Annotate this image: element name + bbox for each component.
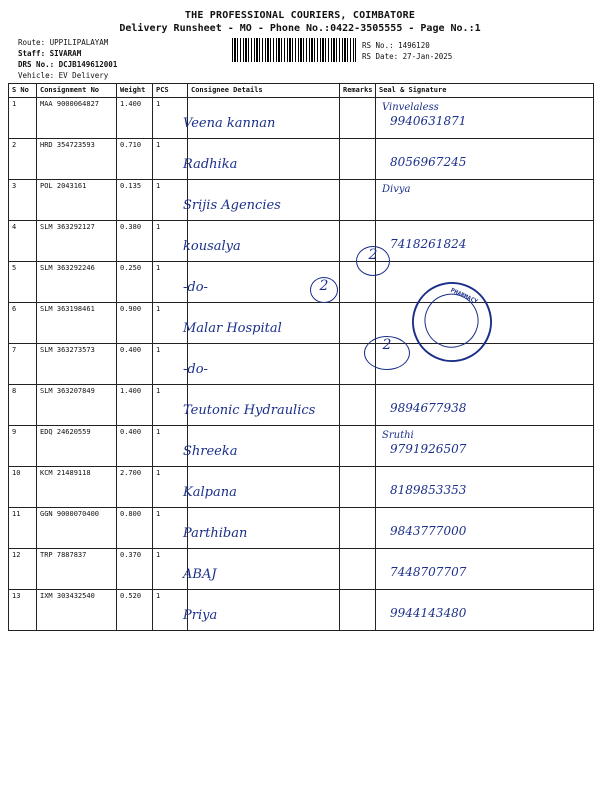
table-row (9, 590, 594, 631)
consignee-handwriting: Priya (183, 608, 218, 623)
column-header: PCS (153, 84, 188, 98)
remarks-cell (340, 385, 376, 426)
consignee-cell (183, 426, 340, 467)
column-header: Seal & Signature (376, 84, 594, 98)
consignee-cell (183, 590, 340, 631)
consignment-no-cell: SLM 363292246 (37, 262, 117, 303)
sno-cell: 9 (9, 426, 37, 467)
signature-cell (376, 549, 594, 590)
weight-cell: 0.710 (117, 139, 153, 180)
pcs-cell: 1 (153, 385, 188, 426)
sno-cell: 4 (9, 221, 37, 262)
circle-mark: 2 (364, 336, 410, 370)
sno-cell: 2 (9, 139, 37, 180)
consignment-no-cell: POL 2043161 (37, 180, 117, 221)
signature-cell (376, 385, 594, 426)
consignee-handwriting: Srijis Agencies (183, 198, 281, 213)
table-row (9, 467, 594, 508)
meta-left (18, 37, 117, 81)
weight-cell: 0.370 (117, 549, 153, 590)
rs-no-text: RS No.: 1496120 (362, 41, 430, 50)
table-body (9, 98, 594, 631)
circle-mark: 2 (356, 246, 390, 276)
sno-cell: 6 (9, 303, 37, 344)
weight-cell: 0.380 (117, 221, 153, 262)
consignment-no-cell: GGN 9000070400 (37, 508, 117, 549)
signature-phone: 7418261824 (390, 237, 467, 251)
pcs-cell: 1 (153, 508, 188, 549)
signature-phone: 7448707707 (390, 565, 467, 579)
table-row (9, 549, 594, 590)
signature-name: Vinvelaless (382, 102, 439, 113)
signature-phone: 8056967245 (390, 155, 467, 169)
sno-cell: 5 (9, 262, 37, 303)
signature-name: Sruthi (382, 430, 414, 441)
remarks-cell (340, 180, 376, 221)
remarks-cell (340, 467, 376, 508)
signature-phone: 9791926507 (390, 442, 467, 456)
consignee-cell (183, 180, 340, 221)
pcs-cell: 1 (153, 139, 188, 180)
remarks-cell (340, 426, 376, 467)
consignee-handwriting: Veena kannan (183, 116, 276, 131)
consignee-cell (183, 221, 340, 262)
weight-cell: 1.400 (117, 98, 153, 139)
column-header: S No (9, 84, 37, 98)
consignment-no-cell: KCM 21489118 (37, 467, 117, 508)
weight-cell: 0.520 (117, 590, 153, 631)
runsheet-table (8, 83, 594, 631)
staff-text: Staff: SIVARAM (18, 49, 82, 58)
pcs-cell: 1 (153, 590, 188, 631)
pcs-cell: 1 (153, 98, 188, 139)
sno-cell: 12 (9, 549, 37, 590)
table-row (9, 426, 594, 467)
column-header: Remarks (340, 84, 376, 98)
signature-cell (376, 262, 594, 303)
consignment-no-cell: TRP 7887837 (37, 549, 117, 590)
sno-cell: 1 (9, 98, 37, 139)
stamp-text: PHARMACY (449, 286, 479, 306)
table-row (9, 221, 594, 262)
consignee-handwriting: -do- (183, 362, 208, 377)
circle-mark: 2 (310, 277, 338, 303)
consignment-no-cell: SLM 363273573 (37, 344, 117, 385)
consignment-no-cell: MAA 9000064827 (37, 98, 117, 139)
route-text: Route: UPPILIPALAYAM (18, 38, 109, 47)
consignee-cell (183, 508, 340, 549)
table-row (9, 98, 594, 139)
remarks-cell (340, 303, 376, 344)
column-header: Weight (117, 84, 153, 98)
consignment-no-cell: SLM 363292127 (37, 221, 117, 262)
sno-cell: 7 (9, 344, 37, 385)
consignment-no-cell: SLM 363207849 (37, 385, 117, 426)
sno-cell: 13 (9, 590, 37, 631)
signature-cell (376, 221, 594, 262)
consignee-cell (183, 98, 340, 139)
signature-phone: 9944143480 (390, 606, 467, 620)
signature-name: Divya (382, 184, 411, 195)
weight-cell: 0.900 (117, 303, 153, 344)
weight-cell: 0.400 (117, 344, 153, 385)
remarks-cell (340, 139, 376, 180)
table-row (9, 303, 594, 344)
stamp-inner-ring (416, 285, 488, 357)
pcs-cell: 1 (153, 180, 188, 221)
signature-phone: 8189853353 (390, 483, 467, 497)
consignee-handwriting: Parthiban (183, 526, 248, 541)
table-row (9, 139, 594, 180)
weight-cell: 2.700 (117, 467, 153, 508)
barcode (232, 38, 356, 62)
consignment-no-cell: EDQ 24620559 (37, 426, 117, 467)
signature-cell (376, 467, 594, 508)
page-subtitle: Delivery Runsheet - MO - Phone No.:0422-3505555 - Page No.:1 (119, 23, 481, 34)
consignee-cell (183, 344, 340, 385)
consignee-handwriting: kousalya (183, 239, 241, 254)
consignee-handwriting: Malar Hospital (183, 321, 282, 336)
table-row (9, 385, 594, 426)
consignee-handwriting: Shreeka (183, 444, 238, 459)
consignee-cell (183, 303, 340, 344)
sno-cell: 8 (9, 385, 37, 426)
consignee-handwriting: Teutonic Hydraulics (183, 403, 316, 418)
signature-cell (376, 180, 594, 221)
sno-cell: 10 (9, 467, 37, 508)
consignee-handwriting: Radhika (183, 157, 238, 172)
weight-cell: 0.800 (117, 508, 153, 549)
consignment-no-cell: HRD 354723593 (37, 139, 117, 180)
sno-cell: 3 (9, 180, 37, 221)
sno-cell: 11 (9, 508, 37, 549)
table-row (9, 508, 594, 549)
remarks-cell (340, 590, 376, 631)
weight-cell: 0.400 (117, 426, 153, 467)
signature-phone: 9940631871 (390, 114, 467, 128)
remarks-cell (340, 508, 376, 549)
consignee-cell (183, 139, 340, 180)
weight-cell: 0.135 (117, 180, 153, 221)
consignment-no-cell: SLM 363198461 (37, 303, 117, 344)
signature-phone: 9843777000 (390, 524, 467, 538)
page-title: THE PROFESSIONAL COURIERS, COIMBATORE (184, 10, 416, 21)
column-header: Consignment No (37, 84, 117, 98)
vehicle-text: Vehicle: EV Delivery (18, 71, 109, 80)
pcs-cell: 1 (153, 221, 188, 262)
signature-cell (376, 590, 594, 631)
table-row (9, 180, 594, 221)
drs-text: DRS No.: DCJB149612001 (18, 60, 118, 69)
consignee-handwriting: Kalpana (183, 485, 237, 500)
pcs-cell: 1 (153, 262, 188, 303)
remarks-cell (340, 549, 376, 590)
table-header-row (9, 84, 594, 98)
pcs-cell: 1 (153, 549, 188, 590)
signature-cell (376, 98, 594, 139)
consignment-no-cell: IXM 303432540 (37, 590, 117, 631)
signature-cell (376, 508, 594, 549)
signature-cell (376, 426, 594, 467)
signature-cell (376, 139, 594, 180)
pcs-cell: 1 (153, 426, 188, 467)
table-row (9, 344, 594, 385)
weight-cell: 0.250 (117, 262, 153, 303)
column-header: Consignee Details (188, 84, 340, 98)
consignee-handwriting: -do- (183, 280, 208, 295)
remarks-cell (340, 98, 376, 139)
pcs-cell: 1 (153, 467, 188, 508)
pcs-cell: 1 (153, 344, 188, 385)
consignee-cell (183, 385, 340, 426)
table-row (9, 262, 594, 303)
meta-right (362, 40, 452, 62)
signature-phone: 9894677938 (390, 401, 467, 415)
rs-date-text: RS Date: 27-Jan-2025 (362, 52, 453, 61)
consignee-handwriting: ABAJ (183, 567, 217, 582)
consignee-cell (183, 467, 340, 508)
weight-cell: 1.400 (117, 385, 153, 426)
pcs-cell: 1 (153, 303, 188, 344)
consignee-cell (183, 549, 340, 590)
